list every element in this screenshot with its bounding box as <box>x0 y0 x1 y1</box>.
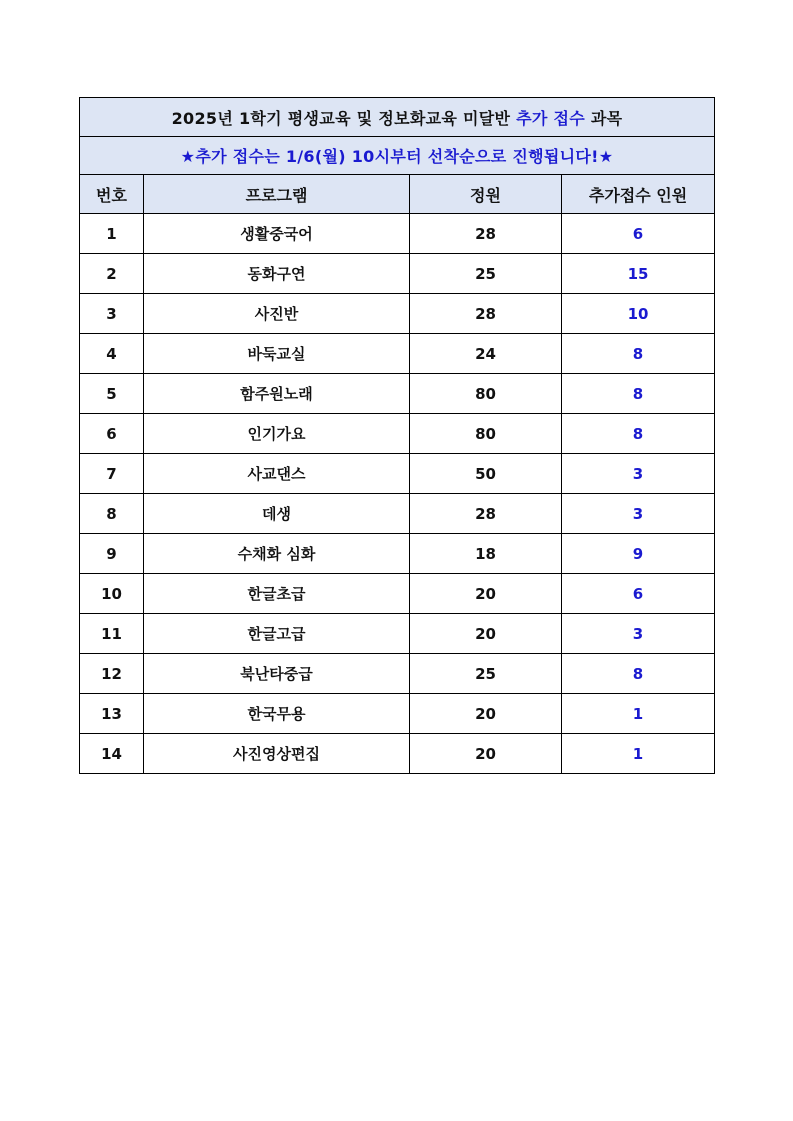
cell-capacity: 20 <box>410 614 562 654</box>
cell-program: 생활중국어 <box>144 214 410 254</box>
cell-extra: 3 <box>562 454 715 494</box>
cell-capacity: 28 <box>410 294 562 334</box>
header-row <box>80 175 715 214</box>
cell-no: 6 <box>80 414 144 454</box>
cell-no: 10 <box>80 574 144 614</box>
cell-capacity: 20 <box>410 734 562 774</box>
notice-row <box>80 137 715 175</box>
cell-no: 8 <box>80 494 144 534</box>
cell-no: 2 <box>80 254 144 294</box>
cell-no: 1 <box>80 214 144 254</box>
cell-program: 북난타중급 <box>144 654 410 694</box>
cell-extra: 6 <box>562 214 715 254</box>
cell-extra: 3 <box>562 614 715 654</box>
cell-capacity: 24 <box>410 334 562 374</box>
cell-no: 4 <box>80 334 144 374</box>
title-highlight: 추가 접수 <box>516 108 586 128</box>
header-extra: 추가접수 인원 <box>562 175 715 214</box>
table-row <box>80 294 715 334</box>
table-row <box>80 454 715 494</box>
course-table <box>79 97 715 774</box>
document-title <box>80 98 715 137</box>
cell-program: 한글고급 <box>144 614 410 654</box>
header-capacity: 정원 <box>410 175 562 214</box>
cell-extra: 10 <box>562 294 715 334</box>
cell-capacity: 20 <box>410 574 562 614</box>
cell-capacity: 50 <box>410 454 562 494</box>
cell-extra: 1 <box>562 694 715 734</box>
table-row <box>80 254 715 294</box>
cell-program: 한국무용 <box>144 694 410 734</box>
cell-program: 사교댄스 <box>144 454 410 494</box>
cell-extra: 8 <box>562 414 715 454</box>
cell-no: 13 <box>80 694 144 734</box>
cell-capacity: 18 <box>410 534 562 574</box>
cell-program: 함주원노래 <box>144 374 410 414</box>
cell-capacity: 28 <box>410 214 562 254</box>
title-suffix: 과목 <box>590 108 623 128</box>
cell-no: 14 <box>80 734 144 774</box>
cell-program: 바둑교실 <box>144 334 410 374</box>
table-row <box>80 654 715 694</box>
cell-capacity: 20 <box>410 694 562 734</box>
table-row <box>80 214 715 254</box>
cell-program: 데생 <box>144 494 410 534</box>
cell-extra: 3 <box>562 494 715 534</box>
table-row <box>80 334 715 374</box>
cell-extra: 6 <box>562 574 715 614</box>
title-prefix: 2025년 1학기 평생교육 및 정보화교육 미달반 <box>171 108 511 128</box>
cell-extra: 8 <box>562 334 715 374</box>
cell-program: 사진영상편집 <box>144 734 410 774</box>
cell-no: 11 <box>80 614 144 654</box>
cell-no: 7 <box>80 454 144 494</box>
cell-extra: 8 <box>562 374 715 414</box>
cell-no: 5 <box>80 374 144 414</box>
table-row <box>80 494 715 534</box>
cell-extra: 15 <box>562 254 715 294</box>
cell-program: 한글초급 <box>144 574 410 614</box>
title-row <box>80 98 715 137</box>
table-row <box>80 574 715 614</box>
table-row <box>80 534 715 574</box>
cell-capacity: 80 <box>410 414 562 454</box>
table-row <box>80 374 715 414</box>
cell-extra: 1 <box>562 734 715 774</box>
cell-no: 12 <box>80 654 144 694</box>
cell-program: 수채화 심화 <box>144 534 410 574</box>
header-program: 프로그램 <box>144 175 410 214</box>
table-row <box>80 614 715 654</box>
table-row <box>80 694 715 734</box>
cell-program: 인기가요 <box>144 414 410 454</box>
cell-program: 사진반 <box>144 294 410 334</box>
header-no: 번호 <box>80 175 144 214</box>
cell-extra: 8 <box>562 654 715 694</box>
cell-capacity: 25 <box>410 254 562 294</box>
cell-program: 동화구연 <box>144 254 410 294</box>
table-row <box>80 734 715 774</box>
cell-extra: 9 <box>562 534 715 574</box>
cell-no: 3 <box>80 294 144 334</box>
notice-text: ★추가 접수는 1/6(월) 10시부터 선착순으로 진행됩니다!★ <box>80 137 715 175</box>
cell-capacity: 25 <box>410 654 562 694</box>
cell-capacity: 28 <box>410 494 562 534</box>
cell-capacity: 80 <box>410 374 562 414</box>
table-body <box>80 98 715 774</box>
table-row <box>80 414 715 454</box>
cell-no: 9 <box>80 534 144 574</box>
